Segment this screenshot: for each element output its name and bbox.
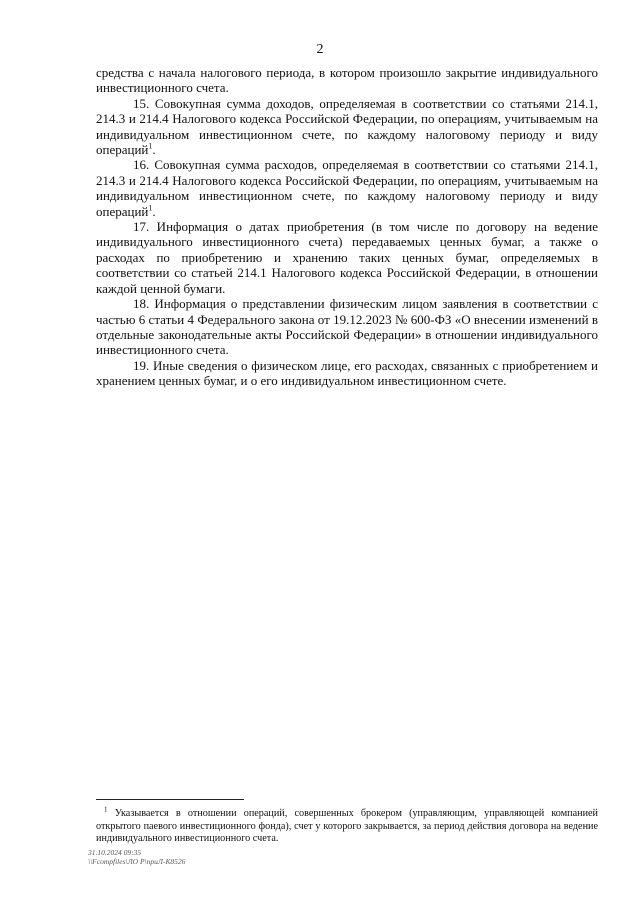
document-body [96, 65, 598, 389]
paragraph-text: 15. Совокупная сумма доходов, определяемая в соответствии со статьями 214.1, 214.3 и 214.4 Налогового кодекса Российской Федерации, по операциям, учитываемым на индивидуальном инвестиционном счете, по каждому налоговому периоду и виду операций [96, 95, 598, 158]
paragraph-item-17 [96, 219, 598, 296]
paragraph-item-16: 16. Совокупная сумма расходов, определяемая в соответствии со статьями 214.1, 214.3 и 214.4 Налогового кодекса Российской Федерации, по операциям, учитываемым на индивидуальном инвестиционном счете, по каждому налоговому периоду и виду операций$^1$. [96, 157, 598, 219]
paragraph-item-15: 15. Совокупная сумма доходов, определяемая в соответствии со статьями 214.1, 214.3 и 214.4 Налогового кодекса Российской Федерации, по операциям, учитываемым на индивидуальном инвестиционном счете, по каждому налоговому периоду и виду операций$^1$. [96, 95, 598, 158]
paragraph-item-19 [96, 358, 598, 389]
paragraph-text: средства с начала налогового периода, в котором произошло закрытие индивидуального инвестиционного счета. [96, 65, 598, 96]
paragraph-text: 16. Совокупная сумма расходов, определяемая в соответствии со статьями 214.1, 214.3 и 214.4 Налогового кодекса Российской Федерации, по операциям, учитываемым на индивидуальном инвестиционном счете, по каждому налоговому периоду и виду операций [96, 157, 598, 219]
paragraph-item-18 [96, 296, 598, 358]
paragraph-text: 18. Информация о представлении физическим лицом заявления в соответствии с частью 6 статьи 4 Федерального закона от 19.12.2023 № 600-ФЗ «О внесении изменений в отдельные законодательные акты Российской Федерации» в отношении индивидуального инвестиционного счета. [96, 296, 598, 358]
footnote-separator [96, 799, 244, 800]
footnote-reference[interactable]: 1 [148, 141, 153, 151]
print-stamp-date: 31.10.2024 09:35 [88, 848, 142, 857]
footnote-marker: 1 [104, 805, 108, 814]
footnote-reference[interactable]: 1 [148, 203, 153, 213]
footnote [96, 805, 598, 846]
page-number: 2 [316, 42, 324, 57]
paragraph-text: 17. Информация о датах приобретения (в том числе по договору на ведение индивидуального инвестиционного счета) передаваемых ценных бумаг, а также о расходах по приобретению и хранению таких ценных бумаг, определяемых в соответствии со статьей 214.1 Налогового кодекса Российской Федерации, в отношении каждой ценной бумаги. [96, 219, 598, 296]
footnote-text: Указывается в отношении операций, совершенных брокером (управляющим, управляющей компанией открытого паевого инвестиционного фонда), счет у которого закрывается, за период действия договора на ведение индивидуального инвестиционного счета. [96, 808, 598, 844]
paragraph-text: 19. Иные сведения о физическом лице, его расходах, связанных с приобретением и хранением ценных бумаг, и о его индивидуальном инвестиционном счете. [96, 357, 598, 389]
paragraph-continuation [96, 65, 598, 96]
print-stamp-path: \\Fcompfiles\ЛО Р\приЛ-К8526 [88, 857, 186, 866]
